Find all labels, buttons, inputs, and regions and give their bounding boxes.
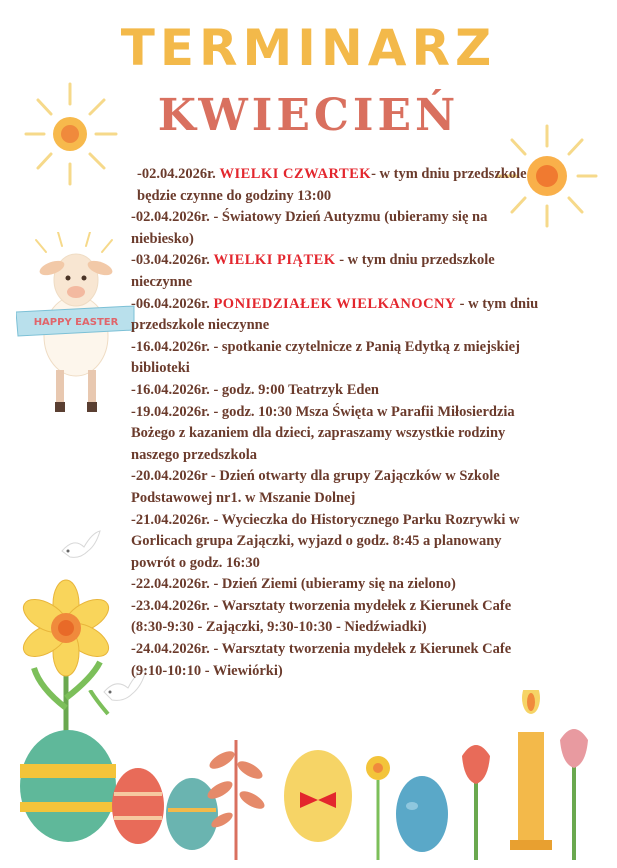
entry-text: - godz. 9:00 Teatrzyk Eden <box>213 381 379 398</box>
schedule-entry <box>131 207 541 250</box>
dove-icon <box>58 527 104 565</box>
entry-date: -21.04.2026r. <box>131 511 214 528</box>
entry-text: - Dzień Ziemi (ubieramy się na zielono) <box>213 576 456 593</box>
entry-text: - w tym dniu przedszkole nieczynne <box>131 295 539 334</box>
schedule-entry <box>131 164 541 207</box>
page-title: TERMINARZ <box>120 19 497 77</box>
entry-date: -02.04.2026r. <box>131 209 214 226</box>
entry-date: -16.04.2026r. <box>131 381 214 398</box>
entry-date: -19.04.2026r. <box>131 403 214 420</box>
schedule-entry <box>131 402 541 467</box>
entry-date: -03.04.2026r. <box>131 252 214 269</box>
entry-highlight: WIELKI PIĄTEK <box>213 252 336 269</box>
schedule-entry <box>131 639 541 682</box>
schedule-entry <box>131 380 541 402</box>
schedule-entry <box>131 337 541 380</box>
entry-highlight: PONIEDZIAŁEK WIELKANOCNY <box>213 295 457 312</box>
schedule-entry <box>131 250 541 293</box>
entry-text: - godz. 10:30 Msza Święta w Parafii Miłosierdzia Bożego z kazaniem dla dzieci, zapraszamy wszystkie rodziny naszego przedszkola <box>131 403 515 463</box>
entry-text: - Warsztaty tworzenia mydełek z Kierunek Cafe (8:30-9:30 - Zajączki, 9:30-10:30 - Niedźwiadki) <box>131 597 512 636</box>
schedule-list <box>131 164 541 682</box>
entry-text: - w tym dniu przedszkole będzie czynne do godziny 13:00 <box>137 166 527 204</box>
entry-text: - w tym dniu przedszkole nieczynne <box>131 252 495 290</box>
entry-date: -16.04.2026r. <box>131 338 214 355</box>
entry-date: -20.04.2026r <box>131 468 211 485</box>
entry-text: - Światowy Dzień Autyzmu (ubieramy się na niebiesko) <box>131 209 488 247</box>
entry-date: -23.04.2026r. <box>131 597 214 614</box>
entry-highlight: WIELKI CZWARTEK <box>219 166 372 182</box>
schedule-entry <box>131 510 541 575</box>
month-heading: KWIECIEŃ <box>157 90 460 141</box>
entry-date: -06.04.2026r. <box>131 295 214 312</box>
entry-date: -02.04.2026r. <box>137 166 220 182</box>
schedule-entry <box>131 466 541 509</box>
easter-eggs-decoration <box>0 690 617 868</box>
banner-text: HAPPY EASTER <box>33 317 119 328</box>
entry-date: -24.04.2026r. <box>131 641 214 658</box>
schedule-entry <box>131 574 541 596</box>
schedule-entry <box>131 596 541 639</box>
entry-text: - Warsztaty tworzenia mydełek z Kierunek Cafe (9:10-10:10 - Wiewiórki) <box>131 641 512 679</box>
entry-text: - Wycieczka do Historycznego Parku Rozrywki w Gorlicach grupa Zajączki, wyjazd o godz. 8:45 a planowany powrót o godz. 16:30 <box>131 511 520 571</box>
entry-text: - spotkanie czytelnicze z Panią Edytką z miejskiej biblioteki <box>131 338 520 377</box>
lamb-illustration <box>16 232 142 418</box>
schedule-entry <box>131 294 541 337</box>
entry-date: -22.04.2026r. <box>131 576 214 593</box>
entry-text: - Dzień otwarty dla grupy Zajączków w Szkole Podstawowej nr1. w Mszanie Dolnej <box>131 468 500 506</box>
